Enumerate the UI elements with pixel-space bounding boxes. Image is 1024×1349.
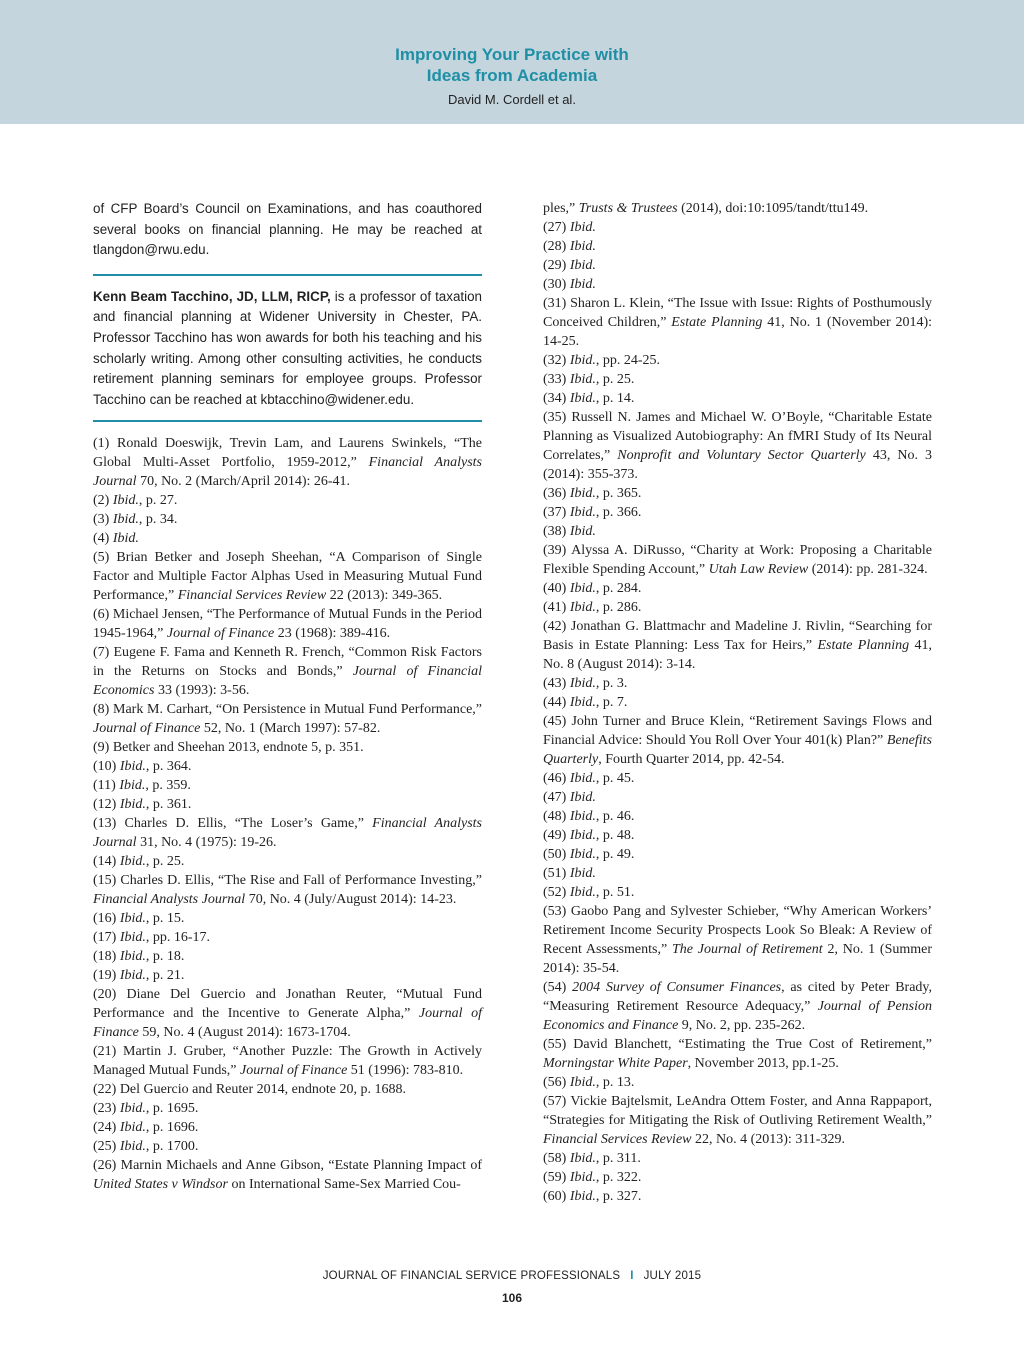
- endnote: (46) Ibid., p. 45.: [543, 771, 635, 786]
- page-header: [0, 0, 1024, 124]
- divider-rule: [93, 420, 482, 422]
- endnote: (38) Ibid.: [543, 524, 596, 539]
- endnote: ples,” Trusts & Trustees (2014), doi:10:1095/tandt/ttu149.: [543, 201, 869, 216]
- endnote: (42) Jonathan G. Blattmachr and Madeline J. Rivlin, “Searching for Basis in Estate Planning: Less Tax for Heirs,” Estate Planning 41, No. 8 (August 2014): 3-14.: [543, 619, 933, 672]
- endnote: (41) Ibid., p. 286.: [543, 600, 642, 615]
- endnote: (22) Del Guercio and Reuter 2014, endnote 20, p. 1688.: [93, 1082, 406, 1098]
- endnote: (32) Ibid., pp. 24-25.: [543, 353, 661, 368]
- endnote: (55) David Blanchett, “Estimating the True Cost of Retirement,” Morningstar White Paper, November 2013, pp.1-25.: [543, 1037, 932, 1071]
- endnote: (18) Ibid., p. 18.: [93, 949, 185, 965]
- endnote: (7) Eugene F. Fama and Kenneth R. French, “Common Risk Factors in the Returns on Stocks and Bonds,” Journal of Financial Economics 33 (1993): 3-56.: [93, 645, 482, 699]
- bio-paragraph-1: of CFP Board’s Council on Examinations, and has coauthored several books on financial planning. He may be reached at tlangdon@rwu.edu.: [93, 201, 482, 258]
- endnote: (25) Ibid., p. 1700.: [93, 1139, 199, 1155]
- endnote: (36) Ibid., p. 365.: [543, 486, 642, 501]
- endnote: (26) Marnin Michaels and Anne Gibson, “Estate Planning Impact of United States v Windsor on International Same-Sex Married Cou-: [93, 1158, 482, 1193]
- endnote: (2) Ibid., p. 27.: [93, 493, 178, 509]
- author-name: Kenn Beam Tacchino, JD, LLM, RICP,: [93, 288, 331, 304]
- endnote: (59) Ibid., p. 322.: [543, 1170, 642, 1185]
- endnote: (6) Michael Jensen, “The Performance of Mutual Funds in the Period 1945-1964,” Journal of Finance 23 (1968): 389-416.: [93, 607, 482, 642]
- endnote: (35) Russell N. James and Michael W. O’Boyle, “Charitable Estate Planning as Visualized Autobiography: An fMRI Study of Its Neural Correlates,” Nonprofit and Voluntary Sector Quarterly 43, No. 3 (2014): 355-373.: [543, 410, 932, 482]
- endnote: (39) Alyssa A. DiRusso, “Charity at Work: Proposing a Charitable Flexible Spending Account,” Utah Law Review (2014): pp. 281-324.: [543, 543, 932, 577]
- endnote: (1) Ronald Doeswijk, Trevin Lam, and Laurens Swinkels, “The Global Multi-Asset Portfolio, 1959-2012,” Financial Analysts Journal 70, No. 2 (March/April 2014): 26-41.: [93, 436, 482, 490]
- endnote: (23) Ibid., p. 1695.: [93, 1101, 199, 1117]
- endnote: (8) Mark M. Carhart, “On Persistence in Mutual Fund Performance,” Journal of Finance 52, No. 1 (March 1997): 57-82.: [93, 702, 482, 737]
- article-author: David M. Cordell et al.: [448, 92, 576, 107]
- endnote: (49) Ibid., p. 48.: [543, 828, 635, 843]
- endnote: (56) Ibid., p. 13.: [543, 1075, 635, 1090]
- endnote: (14) Ibid., p. 25.: [93, 854, 185, 870]
- article-title: [0, 44, 1024, 86]
- endnotes-right: [543, 199, 932, 1206]
- endnote: (44) Ibid., p. 7.: [543, 695, 628, 710]
- endnote: (53) Gaobo Pang and Sylvester Schieber, “Why American Workers’ Retirement Income Security Prospects Look So Bleak: A Review of Recent Assessments,” The Journal of Retirement 2, No. 1 (Summer 2014): 35-54.: [543, 904, 933, 976]
- endnote: (37) Ibid., p. 366.: [543, 505, 642, 520]
- endnote: (4) Ibid.: [93, 531, 139, 547]
- article-title-line-2: Ideas from Academia: [426, 66, 598, 85]
- endnote: (28) Ibid.: [543, 239, 596, 254]
- endnote: (58) Ibid., p. 311.: [543, 1151, 641, 1166]
- issue-date: JULY 2015: [643, 1270, 702, 1282]
- endnote: (30) Ibid.: [543, 277, 596, 292]
- endnote: (43) Ibid., p. 3.: [543, 676, 628, 691]
- left-column: [93, 199, 482, 1194]
- endnote: (47) Ibid.: [543, 790, 596, 805]
- endnote: (21) Martin J. Gruber, “Another Puzzle: The Growth in Actively Managed Mutual Funds,” Journal of Finance 51 (1996): 783-810.: [93, 1044, 482, 1079]
- endnote: (17) Ibid., pp. 16-17.: [93, 930, 211, 946]
- endnote: (51) Ibid.: [543, 866, 596, 881]
- endnote: (29) Ibid.: [543, 258, 596, 273]
- page-number: 106: [501, 1291, 523, 1305]
- endnote: (9) Betker and Sheehan 2013, endnote 5, p. 351.: [93, 740, 364, 756]
- endnote: (60) Ibid., p. 327.: [543, 1189, 642, 1204]
- journal-name: JOURNAL OF FINANCIAL SERVICE PROFESSIONALS: [322, 1270, 621, 1282]
- article-title-line-1: Improving Your Practice with: [395, 45, 629, 64]
- endnote: (11) Ibid., p. 359.: [93, 778, 191, 794]
- endnote: (24) Ibid., p. 1696.: [93, 1120, 199, 1136]
- endnotes-left: [93, 434, 482, 1194]
- author-bio-text: is a professor of taxation and financial planning at Widener University in Chester, PA. Professor Tacchino has won awards for both his teaching and his scholarly writing. Among other consulting activities, he conducts retirement planning seminars for employee groups. Professor Tacchino can be reached at kbtacchino@widener.edu.: [93, 288, 482, 407]
- endnote: (52) Ibid., p. 51.: [543, 885, 635, 900]
- endnote: (33) Ibid., p. 25.: [543, 372, 635, 387]
- endnote: (15) Charles D. Ellis, “The Rise and Fall of Performance Investing,” Financial Analysts Journal 70, No. 4 (July/August 2014): 14-23.: [93, 873, 482, 908]
- endnote: (50) Ibid., p. 49.: [543, 847, 635, 862]
- endnote: (31) Sharon L. Klein, “The Issue with Issue: Rights of Posthumously Conceived Children,” Estate Planning 41, No. 1 (November 2014): 14-25.: [543, 296, 933, 349]
- endnote: (57) Vickie Bajtelsmit, LeAndra Ottem Foster, and Anna Rappaport, “Strategies for Mitigating the Risk of Outliving Retirement Wealth,” Financial Services Review 22, No. 4 (2013): 311-329.: [543, 1094, 932, 1147]
- divider-rule: [93, 274, 482, 276]
- bio-paragraph-2: [93, 287, 482, 411]
- endnote: (54) 2004 Survey of Consumer Finances, as cited by Peter Brady, “Measuring Retirement Resource Adequacy,” Journal of Pension Economics and Finance 9, No. 2, pp. 235-262.: [543, 980, 932, 1033]
- endnote: (19) Ibid., p. 21.: [93, 968, 185, 984]
- endnote: (12) Ibid., p. 361.: [93, 797, 192, 813]
- endnote: (20) Diane Del Guercio and Jonathan Reuter, “Mutual Fund Performance and the Incentive to Generate Alpha,” Journal of Finance 59, No. 4 (August 2014): 1673-1704.: [93, 987, 482, 1041]
- endnote: (3) Ibid., p. 34.: [93, 512, 178, 528]
- footer-separator: I: [630, 1270, 634, 1282]
- endnote: (45) John Turner and Bruce Klein, “Retirement Savings Flows and Financial Advice: Should You Roll Over Your 401(k) Plan?” Benefits Quarterly, Fourth Quarter 2014, pp. 42-54.: [543, 714, 932, 767]
- endnote: (5) Brian Betker and Joseph Sheehan, “A Comparison of Single Factor and Multiple Factor Alphas Used in Measuring Mutual Fund Performance,” Financial Services Review 22 (2013): 349-365.: [93, 550, 482, 604]
- right-column: [543, 199, 932, 1206]
- endnote: (13) Charles D. Ellis, “The Loser’s Game,” Financial Analysts Journal 31, No. 4 (1975): 19-26.: [93, 816, 482, 851]
- page-footer: [0, 1270, 1024, 1282]
- endnote: (16) Ibid., p. 15.: [93, 911, 185, 927]
- endnote: (34) Ibid., p. 14.: [543, 391, 635, 406]
- endnote: (40) Ibid., p. 284.: [543, 581, 642, 596]
- endnote: (48) Ibid., p. 46.: [543, 809, 635, 824]
- endnote: (27) Ibid.: [543, 220, 596, 235]
- endnote: (10) Ibid., p. 364.: [93, 759, 192, 775]
